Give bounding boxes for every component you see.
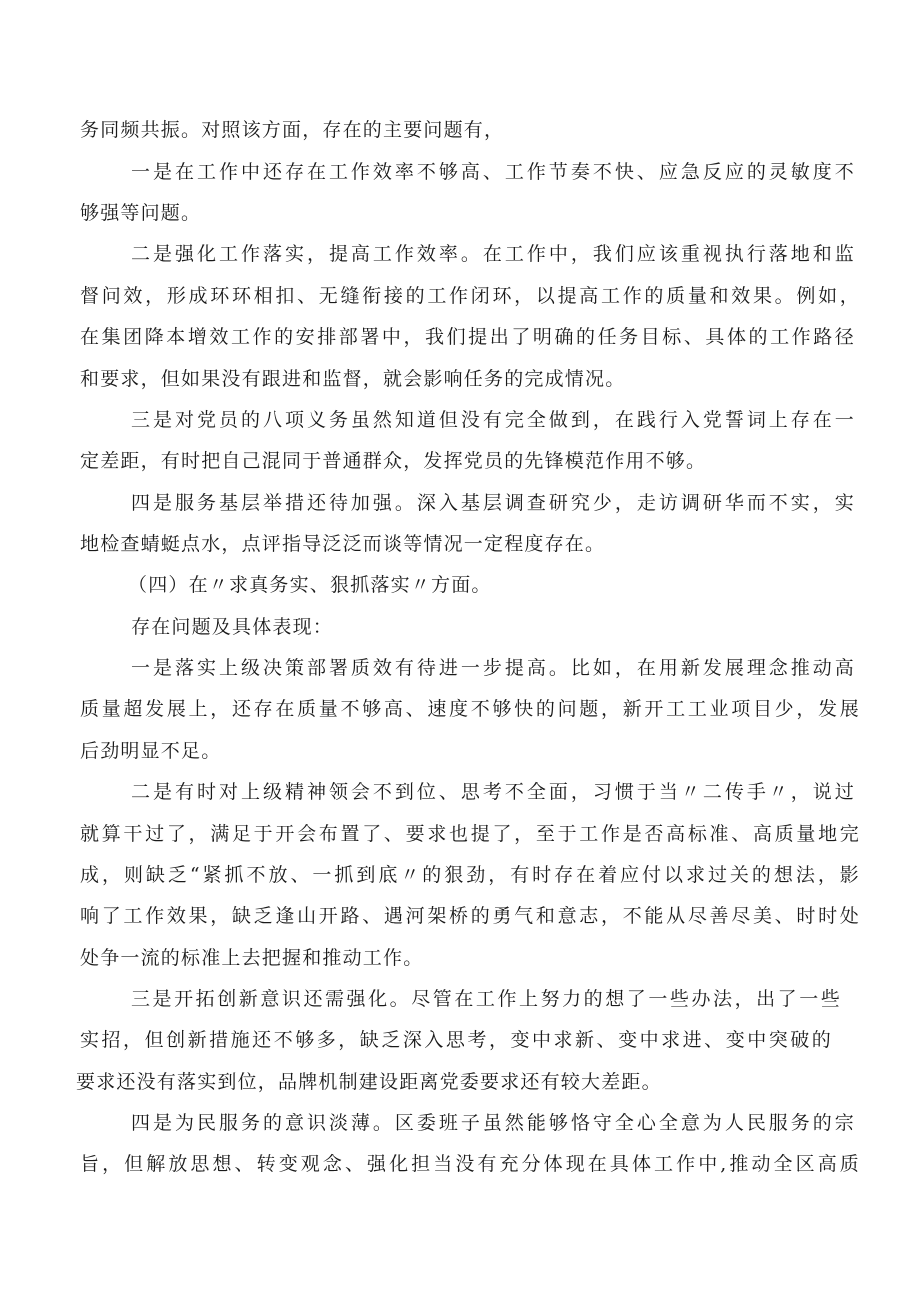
text-line: 和要求，但如果没有跟进和监督，就会影响任务的完成情况。 [80, 368, 626, 390]
section-heading: （四）在〃求真务实、狠抓落实〃方面。 [128, 574, 492, 596]
text-line: 实招，但创新措施还不够多，缺乏深入思考，变中求新、变中求进、变中突破的 [80, 1029, 832, 1051]
text-line: 成，则缺乏“紧抓不放、一抓到底〃的狠劲，有时存在着应付以求过关的想法，影 [80, 864, 860, 886]
text-line: 质量超发展上，还存在质量不够高、速度不够快的问题，新开工工业项目少，发展 [80, 698, 860, 720]
text-line: 一是在工作中还存在工作效率不够高、工作节奏不快、应急反应的灵敏度不 [131, 161, 855, 183]
text-line: 处争一流的标准上去把握和推动工作。 [80, 947, 424, 969]
text-line: 一是落实上级决策部署质效有待进一步提高。比如，在用新发展理念推动高 [131, 657, 855, 679]
text-line: 响了工作效果，缺乏逢山开路、遇河架桥的勇气和意志，不能从尽善尽美、时时处 [80, 905, 860, 927]
text-line: 在集团降本增效工作的安排部署中，我们提出了明确的任务目标、具体的工作路径 [80, 326, 855, 348]
text-line: 督问效，形成环环相扣、无缝衔接的工作闭环，以提高工作的质量和效果。例如， [80, 285, 860, 307]
text-line: 存在问题及具体表现： [131, 616, 334, 638]
text-line: 定差距，有时把自己混同于普通群众，发挥党员的先锋模范作用不够。 [80, 450, 707, 472]
text-line: 务同频共振。对照该方面，存在的主要问题有， [80, 119, 505, 141]
text-line: 要求还没有落实到位，品牌机制建设距离党委要求还有较大差距。 [76, 1071, 662, 1093]
text-line: 三是开拓创新意识还需强化。尽管在工作上努力的想了一些办法，出了一些 [131, 988, 841, 1010]
text-line: 就算干过了，满足于开会布置了、要求也提了，至于工作是否高标准、高质量地完 [80, 823, 860, 845]
text-line: 三是对党员的八项义务虽然知道但没有完全做到，在践行入党誓词上存在一 [131, 409, 855, 431]
text-line: 后劲明显不足。 [80, 740, 222, 762]
text-line: 地检查蜻蜓点水，点评指导泛泛而谈等情况一定程度存在。 [80, 533, 606, 555]
text-line: 够强等问题。 [80, 202, 202, 224]
text-line: 二是有时对上级精神领会不到位、思考不全面，习惯于当〃二传手〃，说过 [131, 781, 855, 803]
text-line: 四是为民服务的意识淡薄。区委班子虽然能够恪守全心全意为人民服务的宗 [131, 1112, 855, 1134]
text-line: 二是强化工作落实，提高工作效率。在工作中，我们应该重视执行落地和监 [131, 243, 855, 265]
text-line: 旨，但解放思想、转变观念、强化担当没有充分体现在具体工作中,推动全区高质 [80, 1153, 860, 1175]
text-line: 四是服务基层举措还待加强。深入基层调查研究少，走访调研华而不实，实 [131, 492, 855, 514]
